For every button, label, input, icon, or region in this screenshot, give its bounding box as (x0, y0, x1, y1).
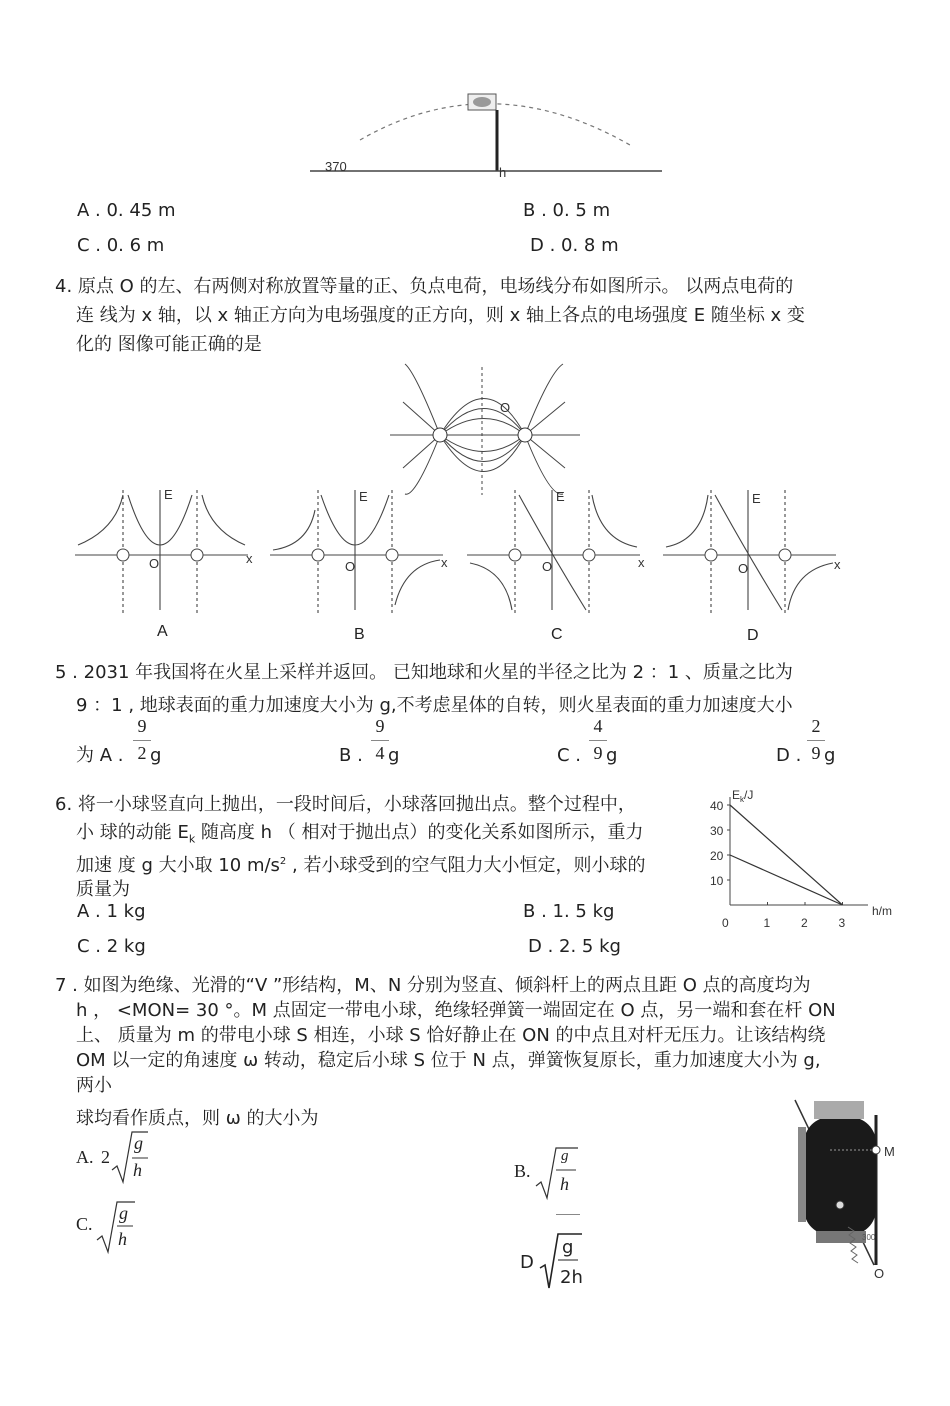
q7-stem-line2: h ， <MON= 30 °。M 点固定一带电小球，绝缘轻弹簧一端固定在 O 点，另一端和套在杆 ON (76, 1000, 836, 1021)
q3-option-c: C . 0. 6 m (77, 235, 165, 256)
q7-stem-line6: 球均看作质点，则 ω 的大小为 (76, 1108, 319, 1129)
q7-option-d-den: 2h (560, 1267, 583, 1288)
q7-option-a-den: h (133, 1160, 142, 1180)
q4-stem-line2: 连 线为 x 轴，以 x 轴正方向为电场强度的正方向，则 x 轴上各点的电场强度 E 随坐标 x 变 (76, 305, 805, 326)
q7-option-b-num: g (561, 1148, 569, 1164)
q7-option-b-label: B. (514, 1161, 531, 1181)
q6-stem-line1: 6. 将一小球竖直向上抛出，一段时间后，小球落回抛出点。整个过程中， (55, 794, 636, 815)
positive-charge (433, 428, 447, 442)
q6-stem-line2: 小 球的动能 $E_k$ 随高度 h （ 相对于抛出点）的变化关系如图所示，重力 (76, 822, 644, 846)
q5-a-num: 9 (137, 716, 147, 736)
ball-icon (473, 97, 491, 107)
q7-option-c-den: h (118, 1229, 127, 1249)
graph-d-x-label: x (834, 557, 841, 572)
graph-a-x-label: x (246, 551, 253, 566)
q5-a-den: 2 (137, 743, 147, 763)
graph-b-e-label: E (359, 489, 368, 504)
field-origin-label: O (500, 400, 511, 415)
label-angle: 300 (862, 1233, 876, 1242)
q7-stem-line4: OM 以一定的角速度 ω 转动，稳定后小球 S 位于 N 点，弹簧恢复原长，重力加速度大小为 g, (76, 1050, 821, 1071)
y-tick-label: 20 (710, 849, 724, 863)
angle-label: 370 (325, 159, 347, 174)
q7-option-a-num: g (134, 1133, 143, 1153)
graph-b-x-label: x (441, 555, 448, 570)
graph-c-origin: O (542, 559, 553, 574)
y-tick-label: 40 (710, 799, 724, 813)
projectile-figure (300, 85, 680, 185)
q6-stem-line3: 加速 度 g 大小取 10 $m/s^2$ , 若小球受到的空气阻力大小恒定，则小球的 (76, 855, 646, 876)
series-line-downward (730, 855, 843, 905)
graph-a-origin: O (149, 556, 160, 571)
q6-option-d: D . 2. 5 kg (528, 936, 621, 957)
ek-h-chart (700, 785, 910, 935)
q3-option-b: B . 0. 5 m (523, 200, 611, 221)
q7-stem-line3: 上、 质量为 m 的带电小球 S 相连，小球 S 恰好静止在 ON 的中点且对杆无压力。让该结构绕 (76, 1025, 826, 1046)
x-tick-label: 2 (801, 916, 808, 930)
height-label: h (499, 165, 507, 180)
graph-d-label: D (747, 627, 759, 644)
x-axis-label: h/m (872, 904, 893, 918)
graph-a-label: A (157, 623, 168, 640)
q7-stem-line1: 7 . 如图为绝缘、光滑的“V ”形结构，M、N 分别为竖直、倾斜杆上的两点且距 O 点的高度均为 (55, 975, 811, 996)
q5-option-c-prefix: C . (557, 745, 582, 766)
label-o: O (874, 1266, 885, 1281)
ball-m (872, 1146, 880, 1154)
y-axis-label: $E_k/J$ (732, 788, 754, 804)
graph-a-e-label: E (164, 487, 173, 502)
q7-option-d-num: g (562, 1237, 574, 1258)
q7-option-d-label: D (520, 1252, 534, 1273)
ex-graphs (70, 485, 850, 650)
q7-option-a-radical (110, 1130, 150, 1186)
negative-charge (518, 428, 532, 442)
q5-d-num: 2 (811, 716, 821, 736)
q7-option-c-label: C. (76, 1214, 93, 1234)
q5-stem-line2: 9 ：1 , 地球表面的重力加速度大小为 g,不考虑星体的自转，则火星表面的重力加速度大小 (76, 695, 793, 716)
y-tick-label: 30 (710, 824, 724, 838)
q5-b-den: 4 (375, 743, 385, 763)
graph-c-e-label: E (556, 489, 565, 504)
v-structure-figure (790, 1095, 920, 1285)
q7-option-c-num: g (119, 1203, 128, 1223)
q5-d-den: 9 (811, 743, 821, 763)
field-lines-figure (385, 362, 585, 497)
q3-option-d: D . 0. 8 m (530, 235, 619, 256)
q7-option-b-radical (534, 1146, 580, 1202)
graph-d-origin: O (738, 561, 749, 576)
q6-option-c: C . 2 kg (77, 936, 146, 957)
q4-stem-line1: 4. 原点 O 的左、右两侧对称放置等量的正、负点电荷，电场线分布如图所示。 以两点电荷的 (55, 276, 794, 297)
label-m: M (884, 1144, 895, 1159)
q7-option-a-coef: 2 (101, 1147, 110, 1167)
graph-c-label: C (551, 626, 563, 643)
q7-stem-line5: 两小 (76, 1075, 112, 1096)
graph-b-origin: O (345, 559, 356, 574)
graph-d-e-label: E (752, 491, 761, 506)
q6-option-b: B . 1. 5 kg (523, 901, 615, 922)
q5-stem-line1: 5 . 2031 年我国将在火星上采样并返回。 已知地球和火星的半径之比为 2 ：1 、质量之比为 (55, 662, 793, 683)
q4-stem-line3: 化的 图像可能正确的是 (76, 334, 262, 355)
obscured-region (798, 1101, 876, 1243)
q3-option-a: A . 0. 45 m (77, 200, 176, 221)
q5-b-unit: g (388, 745, 400, 766)
q5-c-den: 9 (593, 743, 603, 763)
graph-b-label: B (354, 626, 365, 643)
q7-option-c-radical (95, 1200, 137, 1256)
y-tick-label: 10 (710, 874, 724, 888)
series-line-upward (730, 805, 843, 905)
q6-stem-line4: 质量为 (76, 879, 130, 900)
graph-c-x-label: x (638, 555, 645, 570)
q5-d-unit: g (824, 745, 836, 766)
q5-option-a-prefix: 为 A . (76, 745, 124, 766)
q7-option-a-label: A. (76, 1147, 94, 1167)
q6-option-a: A . 1 kg (77, 901, 146, 922)
q7-option-b-den: h (560, 1174, 569, 1194)
q5-c-unit: g (606, 745, 618, 766)
q5-a-unit: g (150, 745, 162, 766)
q5-option-d-prefix: D . (776, 745, 802, 766)
q5-b-num: 9 (375, 716, 385, 736)
q5-option-b-prefix: B . (339, 745, 363, 766)
x-tick-label: 3 (838, 916, 846, 930)
x-tick-label: 1 (763, 916, 771, 930)
q5-c-num: 4 (593, 716, 603, 736)
x-tick-label: 0 (722, 916, 729, 930)
ball-s (836, 1201, 844, 1209)
